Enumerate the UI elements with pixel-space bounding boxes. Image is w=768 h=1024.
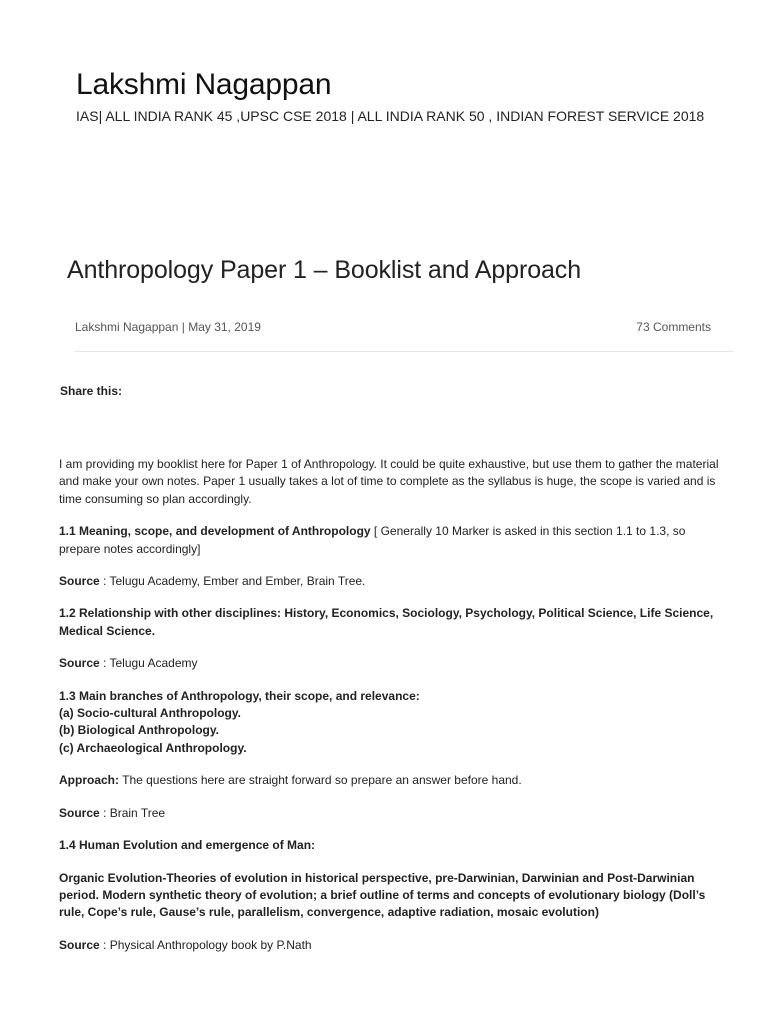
section-1-2 [59,605,719,640]
section-1-1 [59,523,719,558]
section-1-4-source [59,937,719,954]
section-1-3 [59,688,719,758]
section-1-3-heading: 1.3 Main branches of Anthropology, their scope, and relevance: [59,688,420,703]
source-label: Source [59,937,100,952]
section-1-4 [59,837,719,854]
section-1-2-source [59,655,719,672]
source-text: : Telugu Academy [99,656,198,671]
approach-label: Approach: [59,773,119,788]
section-1-4-detail [59,870,719,922]
source-label: Source [59,656,100,671]
section-1-1-source [59,573,719,590]
section-1-1-heading: 1.1 Meaning, scope, and development of Anthropology [59,524,371,539]
source-label: Source [59,574,100,589]
post-date: May 31, 2019 [188,320,261,334]
section-1-3-source [59,805,719,822]
meta-divider [75,351,733,352]
author-link[interactable]: Lakshmi Nagappan [75,320,179,334]
section-1-3-item-b: (b) Biological Anthropology. [59,723,219,738]
source-text: : Telugu Academy, Ember and Ember, Brain Tree. [99,574,366,589]
comments-link[interactable]: 73 Comments [636,320,711,334]
meta-separator: | [178,320,189,334]
site-tagline: IAS| ALL INDIA RANK 45 ,UPSC CSE 2018 | ALL INDIA RANK 50 , INDIAN FOREST SERVICE 2018 [76,108,705,124]
share-label [0,384,200,398]
source-text: : Brain Tree [99,805,166,820]
section-1-4-heading: 1.4 Human Evolution and emergence of Man: [59,838,316,853]
post-byline [75,320,261,334]
section-1-4-detail-text: Organic Evolution-Theories of evolution in historical perspective, pre-Darwinian, Darwinian and Post-Darwinian period. Modern synthetic theory of evolution; a brief outline of terms and concepts of evolutionary biology (Doll’s rule, Cope’s rule, Gause’s rule, parallelism, convergence, adaptive radiation, mosaic evolution) [59,870,706,920]
share-label-text: Share this: [60,384,123,398]
source-text: : Physical Anthropology book by P.Nath [99,937,312,952]
post-title [0,256,768,285]
section-1-1-note: [ Generally 10 Marker is asked in this section 1.1 to 1.3, so prepare notes accordingly] [59,524,686,556]
post-title-text: Anthropology Paper 1 – Booklist and Approach [67,256,582,284]
site-title[interactable]: Lakshmi Nagappan [76,68,332,101]
approach-text: The questions here are straight forward so prepare an answer before hand. [119,773,522,788]
source-label: Source [59,805,100,820]
section-1-2-heading: 1.2 Relationship with other disciplines: History, Economics, Sociology, Psychology, Political Science, Life Science, Medical Science. [59,606,714,638]
post-content [59,456,719,969]
section-1-3-item-c: (c) Archaeological Anthropology. [59,740,247,755]
intro-paragraph: I am providing my booklist here for Paper 1 of Anthropology. It could be quite exhaustive, but use them to gather the material and make your own notes. Paper 1 usually takes a lot of time to complete as the syllabus is huge, the scope is varied and is time consuming so plan accordingly. [59,457,719,506]
section-1-3-item-a: (a) Socio-cultural Anthropology. [59,706,241,721]
approach-paragraph [59,772,719,789]
